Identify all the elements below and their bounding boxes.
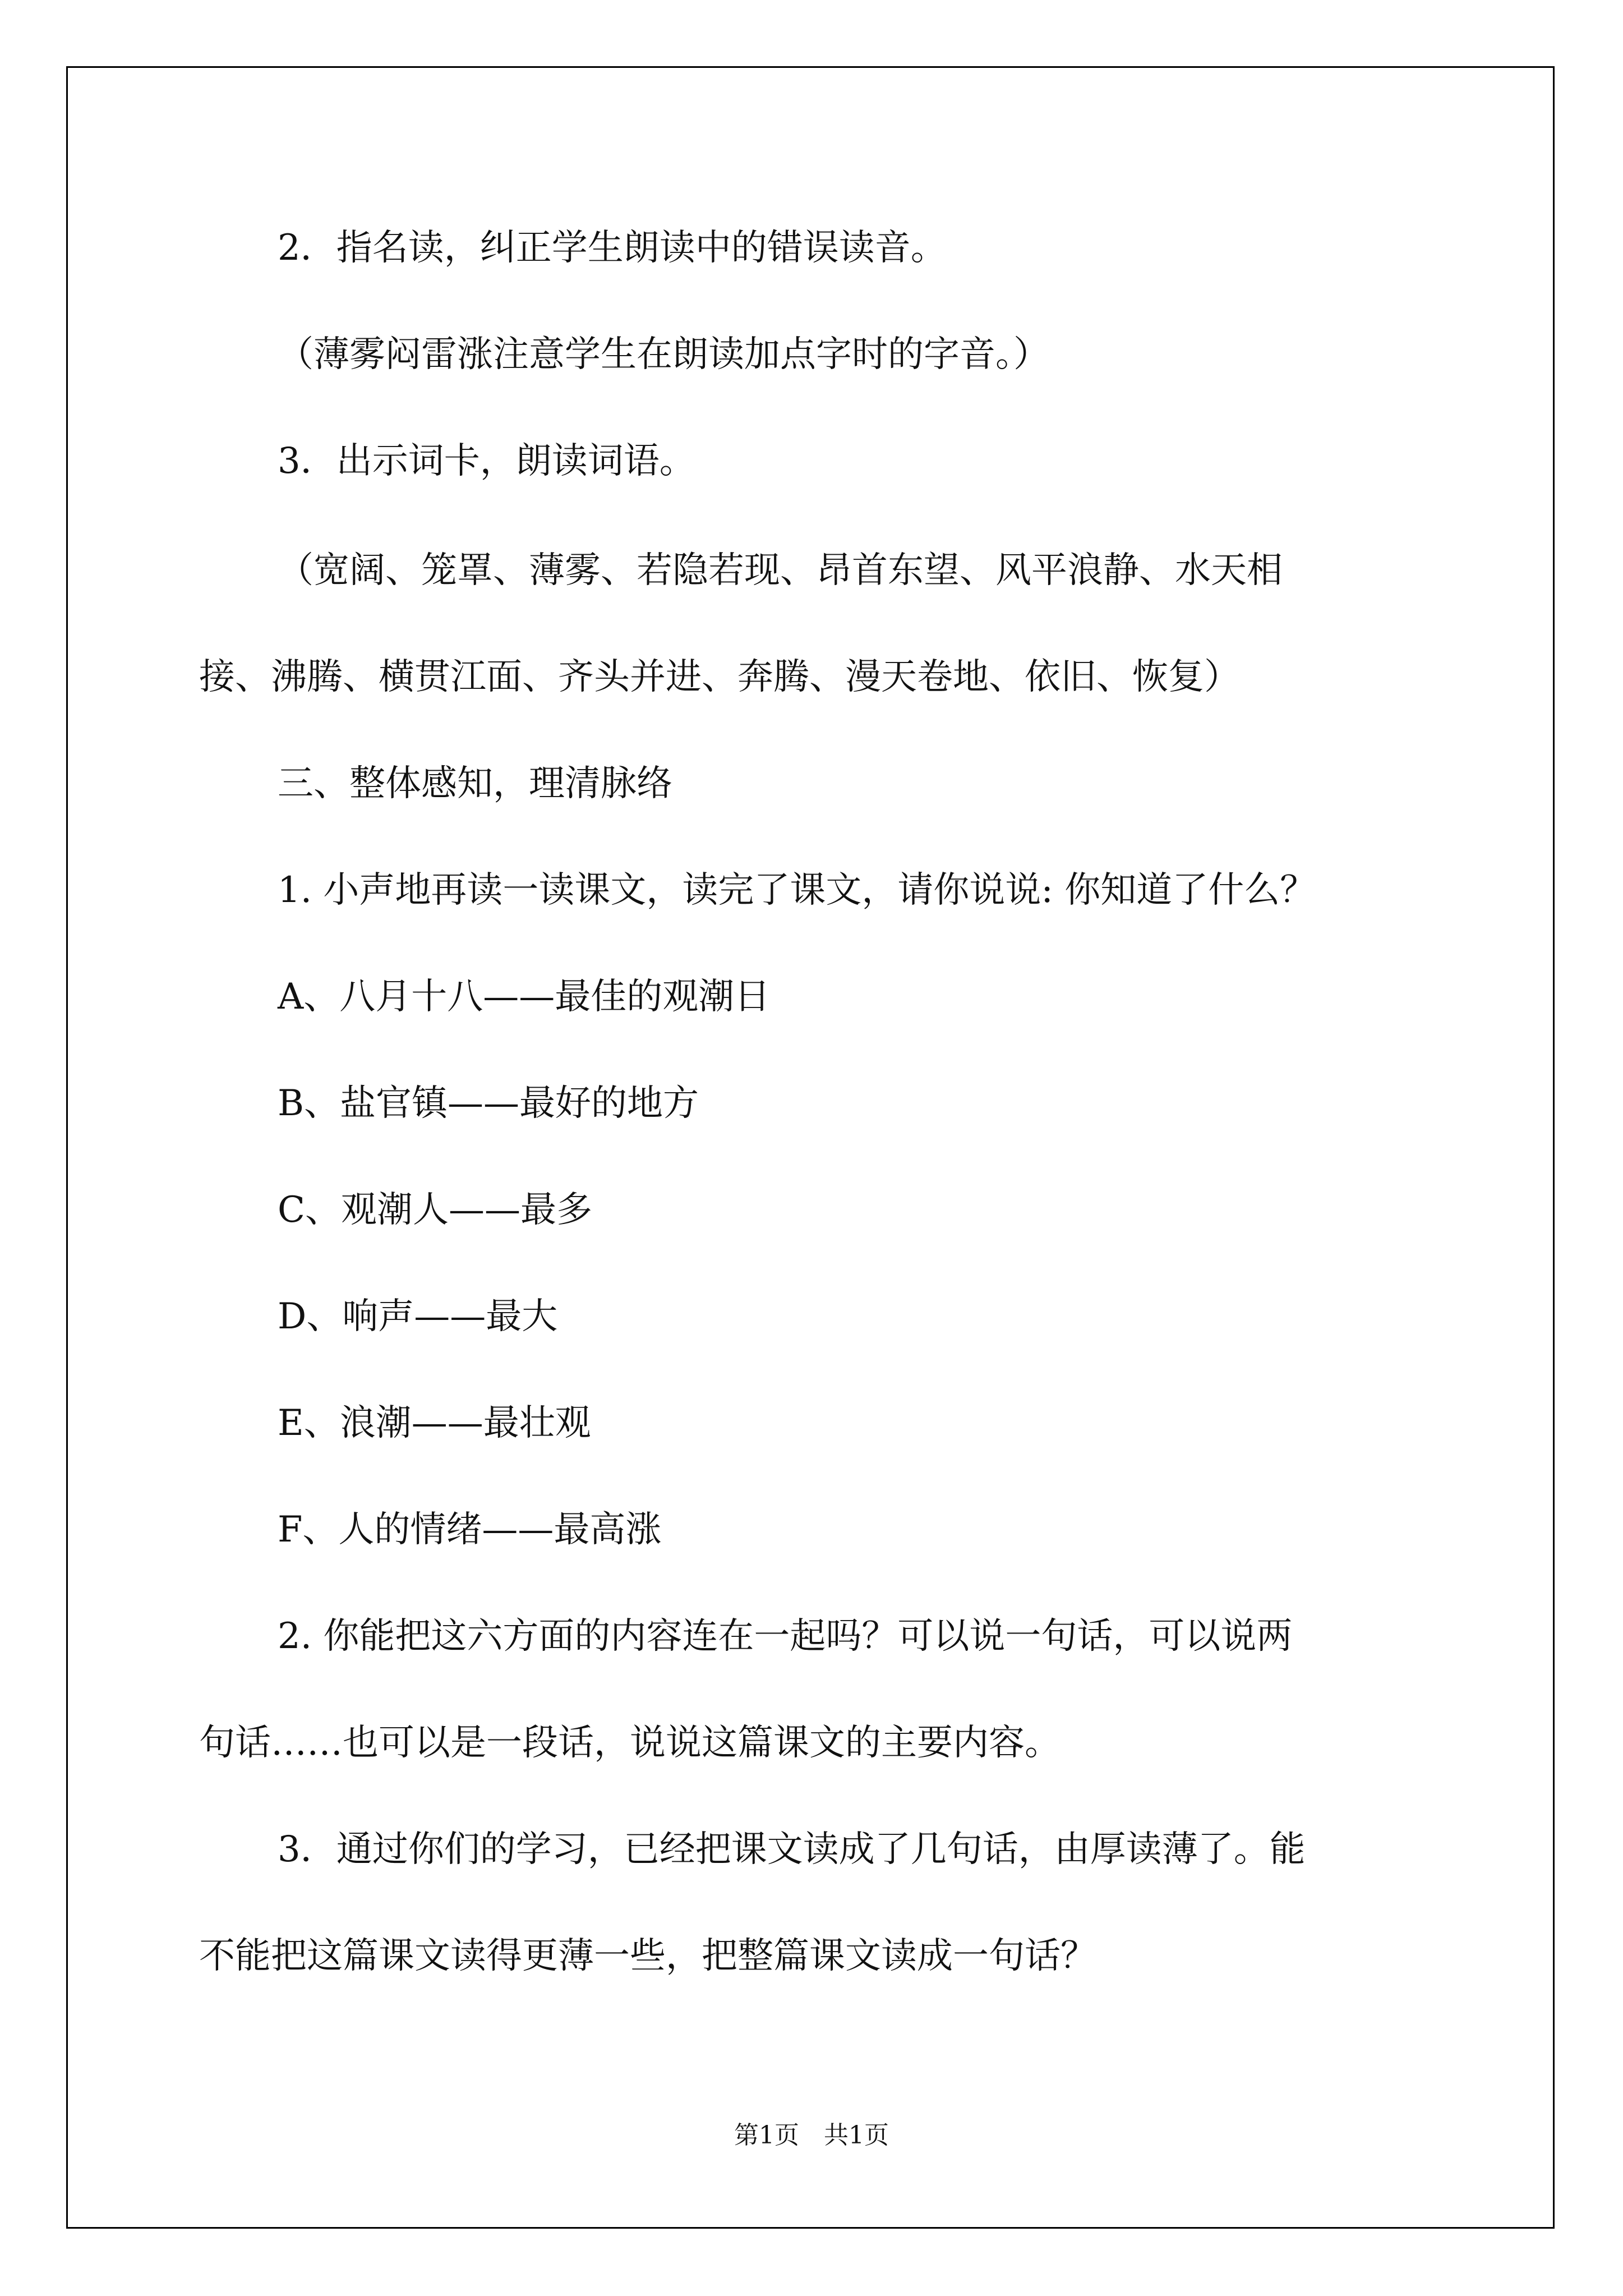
- list-item: D、响声——最大: [278, 1296, 558, 1337]
- paragraph-line: 2．指名读，纠正学生朗读中的错误读音。: [278, 227, 947, 269]
- list-item: C、观潮人——最多: [278, 1189, 592, 1231]
- paragraph-line: 1. 小声地再读一读课文，读完了课文，请你说说: 你知道了什么？: [278, 869, 1316, 911]
- paragraph-line: 3．出示词卡，朗读词语。: [278, 440, 695, 482]
- page-footer: 第1页 共1页: [734, 2121, 889, 2150]
- list-item: F、人的情绪——最高涨: [278, 1509, 662, 1550]
- paragraph-line: （薄雾闷雷涨注意学生在朗读加点字时的字音。）: [278, 334, 1049, 375]
- paragraph-line: （宽阔、笼罩、薄雾、若隐若现、昂首东望、风平浪静、水天相: [278, 550, 1283, 591]
- list-item: E、浪潮——最壮观: [278, 1402, 591, 1444]
- paragraph-line: 2. 你能把这六方面的内容连在一起吗？可以说一句话，可以说两: [278, 1616, 1293, 1657]
- list-item: B、盐官镇——最好的地方: [278, 1083, 699, 1124]
- page-border: [66, 66, 1555, 2229]
- paragraph-line: 接、沸腾、横贯江面、齐头并进、奔腾、漫天卷地、依旧、恢复）: [199, 656, 1240, 698]
- paragraph-line: 不能把这篇课文读得更薄一些，把整篇课文读成一句话？: [199, 1935, 1096, 1977]
- list-item: A、八月十八——最佳的观潮日: [278, 976, 771, 1018]
- paragraph-line: 句话……也可以是一段话，说说这篇课文的主要内容。: [199, 1722, 1061, 1764]
- paragraph-line: 3．通过你们的学习，已经把课文读成了几句话，由厚读薄了。能: [278, 1829, 1306, 1870]
- section-heading: 三、整体感知，理清脉络: [278, 763, 672, 804]
